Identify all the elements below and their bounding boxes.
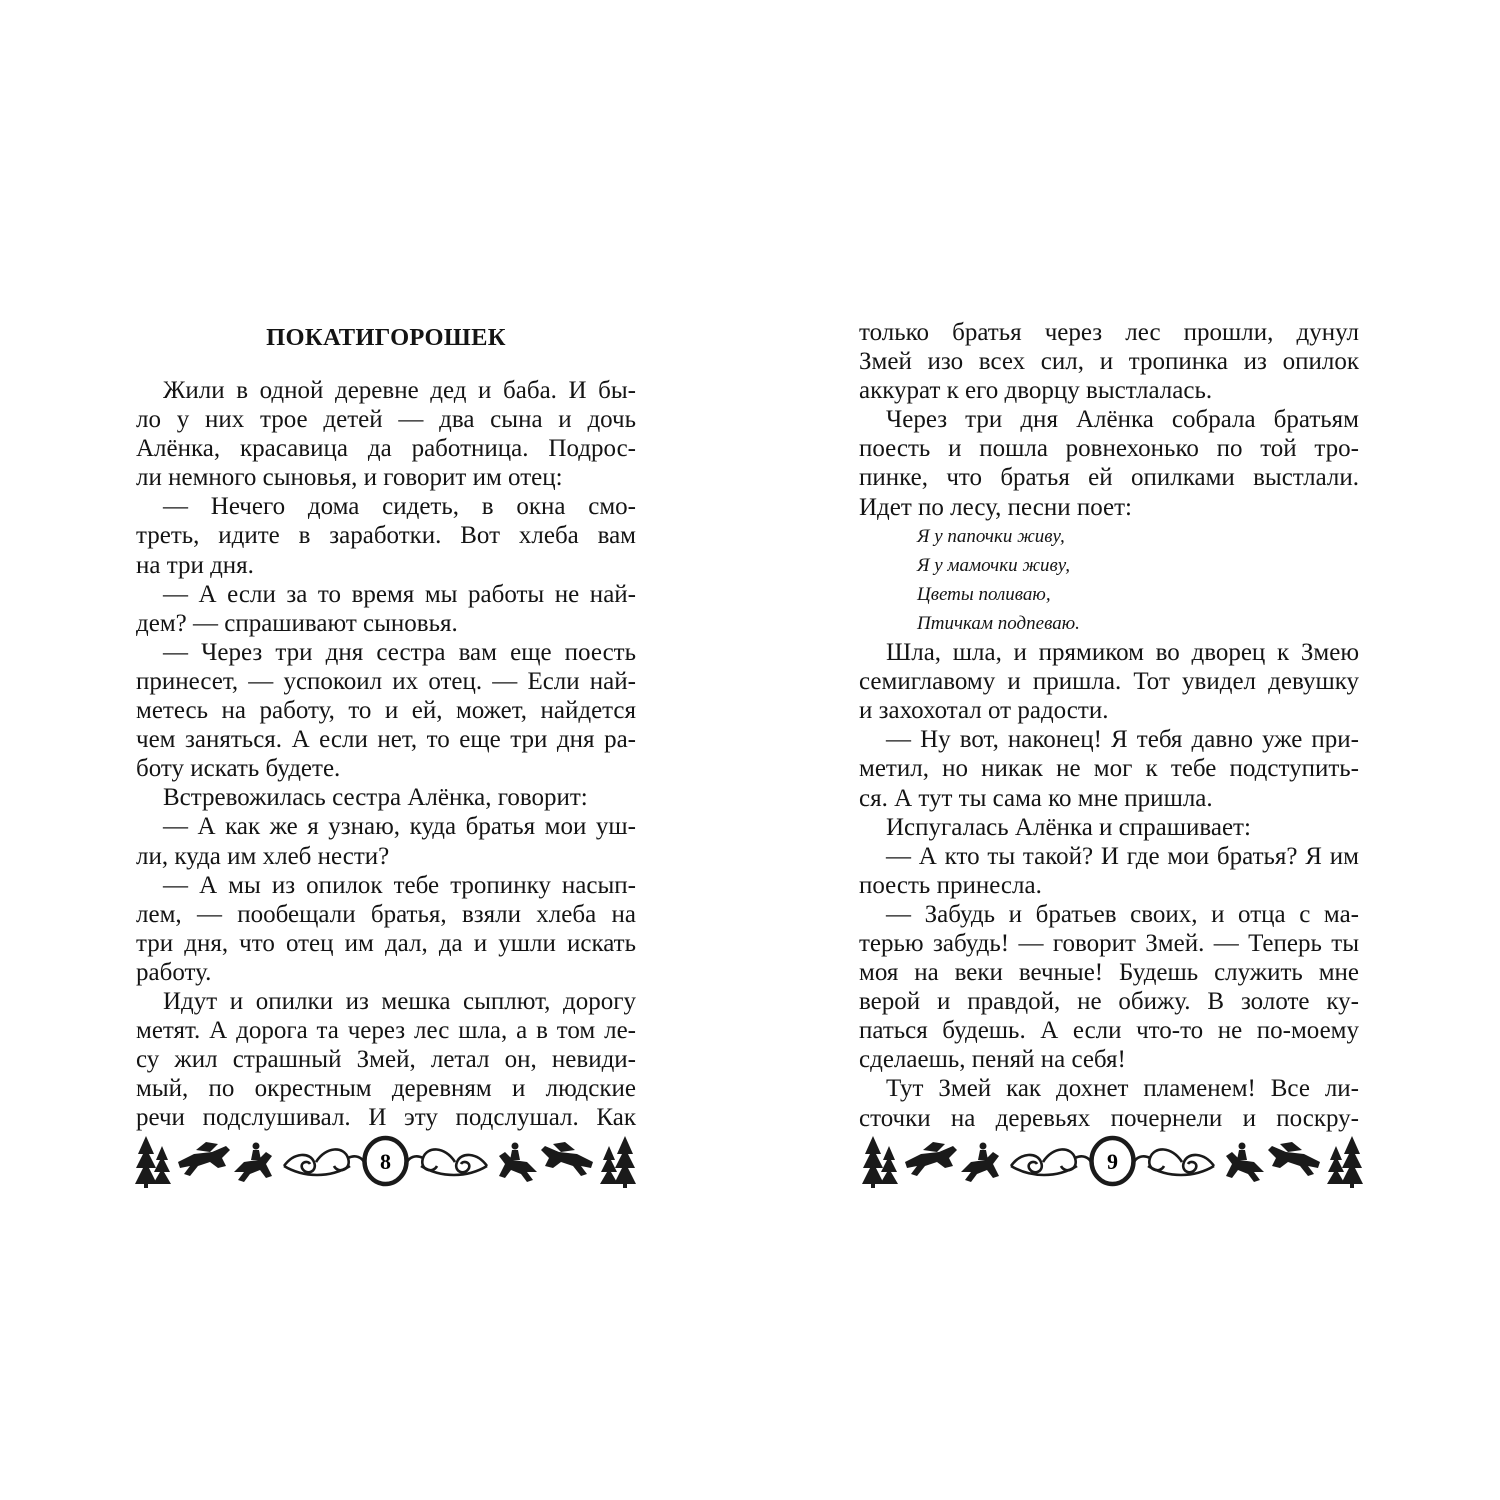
text-line: — Забудь и братьев своих, и отца с ма- bbox=[886, 900, 1359, 928]
text-line: — А как же я узнаю, куда братья мои уш- bbox=[163, 813, 636, 841]
ornament-band bbox=[134, 1132, 637, 1190]
text-line: Шла, шла, и прямиком во дворец к Змею bbox=[886, 639, 1359, 667]
text-line: Через три дня Алёнка собрала братьям bbox=[886, 406, 1359, 434]
text-line: Идет по лесу, песни поет: bbox=[859, 493, 1132, 521]
text-line: принесет, — успокоил их отец. — Если най- bbox=[136, 667, 636, 695]
text-line: семиглавому и пришла. Тот увидел девушку bbox=[859, 668, 1359, 696]
text-line: — Нечего дома сидеть, в окна смо- bbox=[163, 493, 636, 521]
text-line: Алёнка, красавица да работница. Подрос- bbox=[136, 435, 636, 463]
text-line: речи подслушивал. И эту подслушал. Как bbox=[136, 1104, 636, 1132]
text-line: — Ну вот, наконец! Я тебя давно уже при- bbox=[886, 726, 1359, 754]
text-line: сделаешь, пеняй на себя! bbox=[859, 1046, 1126, 1074]
right-page-body-bottom bbox=[859, 638, 1359, 1133]
text-line: Жили в одной деревне дед и баба. И бы- bbox=[163, 377, 636, 404]
text-line: Встревожилась сестра Алёнка, говорит: bbox=[163, 784, 588, 812]
text-line: работу. bbox=[136, 958, 212, 986]
text-line: дем? — спрашивают сыновья. bbox=[136, 609, 458, 637]
horse-rider-icon bbox=[1226, 1143, 1264, 1183]
text-line: ло у них трое детей — два сына и дочь bbox=[136, 406, 636, 434]
text-line: — А если за то время мы работы не най- bbox=[163, 580, 636, 608]
text-line: боту искать будете. bbox=[136, 755, 341, 783]
verse-block bbox=[859, 522, 1359, 638]
text-line: верой и правдой, не обижу. В золоте ку- bbox=[859, 988, 1359, 1016]
horse-rider-icon bbox=[234, 1143, 272, 1183]
text-line: и захохотал от радости. bbox=[859, 697, 1109, 725]
text-line: ся. А тут ты сама ко мне пришла. bbox=[859, 784, 1213, 812]
scroll-flourish-icon bbox=[407, 1149, 487, 1175]
horse-rider-icon bbox=[961, 1143, 999, 1183]
galloping-horse-icon bbox=[1268, 1142, 1320, 1176]
text-line: мый, по окрестным деревням и людские bbox=[136, 1075, 636, 1103]
text-line: поесть принесла. bbox=[859, 871, 1042, 899]
text-line: метят. А дорога та через лес шла, а в том ле- bbox=[136, 1017, 636, 1045]
text-line: Тут Змей как дохнет пламенем! Все ли- bbox=[886, 1075, 1359, 1103]
text-line: чем заняться. А если нет, то еще три дня ра- bbox=[136, 726, 636, 754]
text-line: терью забудь! — говорит Змей. — Теперь ты bbox=[859, 929, 1359, 957]
text-line: — А мы из опилок тебе тропинку насып- bbox=[163, 871, 636, 899]
horse-rider-icon bbox=[499, 1143, 537, 1183]
text-line: поесть и пошла ровнехонько по той тро- bbox=[859, 435, 1359, 463]
text-line: Идут и опилки из мешка сыплют, дорогу bbox=[163, 987, 636, 1015]
text-line: ли, куда им хлеб нести? bbox=[136, 842, 390, 870]
text-line: — Через три дня сестра вам еще поесть bbox=[163, 638, 636, 666]
story-title: ПОКАТИГОРОШЕК bbox=[266, 324, 506, 351]
scroll-flourish-icon bbox=[1011, 1149, 1091, 1175]
pine-tree-icon bbox=[862, 1136, 898, 1188]
text-line: три дня, что отец им дал, да и ушли искать bbox=[136, 929, 636, 957]
text-line: метесь на работу, то и ей, может, найдется bbox=[136, 697, 636, 725]
left-page-body bbox=[136, 376, 636, 1132]
scroll-flourish-icon bbox=[1134, 1149, 1214, 1175]
scroll-flourish-icon bbox=[284, 1149, 364, 1175]
left-page bbox=[136, 318, 636, 1132]
text-line: ли немного сыновья, и говорит им отец: bbox=[136, 464, 563, 492]
footer-ornament-right bbox=[861, 1132, 1364, 1190]
text-line: только братья через лес прошли, дунул bbox=[859, 319, 1359, 346]
text-line: пинке, что братья ей опилками выстлали. bbox=[859, 464, 1359, 492]
right-page bbox=[859, 318, 1359, 1133]
text-line: на три дня. bbox=[136, 551, 254, 579]
text-line: моя на веки вечные! Будешь служить мне bbox=[859, 959, 1359, 987]
page-number: 9 bbox=[1107, 1149, 1118, 1174]
text-line: су жил страшный Змей, летал он, невиди- bbox=[136, 1046, 636, 1074]
verse-line: Я у папочки живу, bbox=[917, 525, 1065, 547]
galloping-horse-icon bbox=[178, 1142, 230, 1176]
verse-line: Цветы поливаю, bbox=[917, 583, 1051, 605]
pine-tree-icon bbox=[1327, 1136, 1363, 1188]
text-line: сточки на деревьях почернели и поскру- bbox=[859, 1104, 1359, 1132]
galloping-horse-icon bbox=[905, 1142, 957, 1176]
right-page-body-top bbox=[859, 318, 1359, 522]
text-line: паться будешь. А если что-то не по-моему bbox=[859, 1017, 1359, 1045]
footer-ornament-left bbox=[134, 1132, 637, 1190]
text-line: — А кто ты такой? И где мои братья? Я им bbox=[886, 842, 1359, 870]
text-line: аккурат к его дворцу выстлалась. bbox=[859, 377, 1213, 405]
galloping-horse-icon bbox=[541, 1142, 593, 1176]
verse-line: Я у мамочки живу, bbox=[917, 554, 1071, 576]
text-line: треть, идите в заработки. Вот хлеба вам bbox=[136, 522, 636, 550]
page-number: 8 bbox=[380, 1149, 391, 1174]
verse-line: Птичкам подпеваю. bbox=[917, 612, 1080, 634]
text-line: метил, но никак не мог к тебе подступить- bbox=[859, 755, 1359, 783]
pine-tree-icon bbox=[135, 1136, 171, 1188]
text-line: лем, — пообещали братья, взяли хлеба на bbox=[136, 900, 636, 928]
text-line: Испугалась Алёнка и спрашивает: bbox=[886, 813, 1251, 841]
pine-tree-icon bbox=[600, 1136, 636, 1188]
text-line: Змей изо всех сил, и тропинка из опилок bbox=[859, 348, 1359, 376]
ornament-band bbox=[861, 1132, 1364, 1190]
